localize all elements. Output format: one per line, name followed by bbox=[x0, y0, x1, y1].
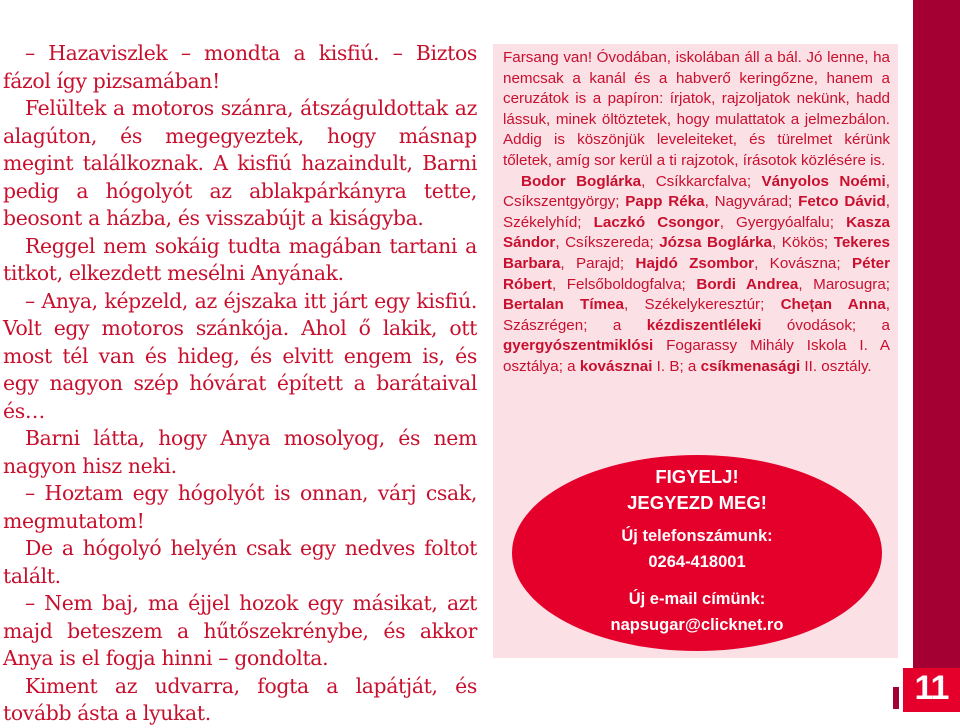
phone-number: 0264-418001 bbox=[648, 553, 746, 571]
phone-label: Új telefonszámunk: bbox=[621, 527, 773, 545]
sender-place: , Szászrégen; a bbox=[503, 296, 890, 334]
sender-name: Péter Róbert bbox=[503, 254, 890, 293]
sender-name: Fetco Dávid bbox=[798, 193, 886, 211]
email-address: napsugar@clicknet.ro bbox=[610, 616, 784, 634]
sender-name: Hajdó Zsombor bbox=[635, 254, 755, 272]
sender-place: , Csíkszentgyörgy; bbox=[503, 172, 891, 211]
corner-mark bbox=[893, 687, 899, 709]
sender-place: Fogarassy Mihály Iskola I. A osztálya; a bbox=[503, 337, 890, 375]
sender-place: , Csíkszereda; bbox=[555, 234, 660, 252]
sender-name: Tekeres Barbara bbox=[503, 234, 890, 272]
sender-name: Papp Réka bbox=[625, 193, 705, 211]
sender-place: , Székelykeresztúr; bbox=[623, 296, 781, 314]
story-paragraph: Felültek a motoros szánra, átszáguldottak az alagúton, és megegyeztek, hogy másnap megint találkoznak. A kisfiú hazaindult, Barni pedig a hógolyót az ablakpárkányra tette, beosont a házba, és visszabújt a kiságyba. bbox=[3, 96, 477, 230]
sender-name: Bodor Boglárka bbox=[521, 172, 642, 190]
story-paragraph: Reggel nem sokáig tudta magában tartani a titkot, elkezdett mesélni Anyának. bbox=[3, 233, 477, 285]
story-paragraph: Barni látta, hogy Anya mosolyog, és nem nagyon hisz neki. bbox=[3, 426, 477, 478]
sender-place: , Kovászna; bbox=[754, 254, 852, 272]
sender-name: kovásznai bbox=[579, 357, 653, 375]
story-paragraph: De a hógolyó helyén csak egy nedves foltot talált. bbox=[3, 536, 477, 588]
sender-place: , Csíkkarcfalva; bbox=[641, 172, 762, 190]
email-label: Új e-mail címünk: bbox=[628, 590, 766, 608]
story-paragraph: – Anya, képzeld, az éjszaka itt járt egy kisfiú. Volt egy motoros szánkója. Ahol ő lakik, ott most tél van és hideg, és elvitt engem is, és egy nagyon szép hóvárat épített a barátaival és… bbox=[3, 288, 477, 423]
story-paragraph: – Nem baj, ma éjjel hozok egy másikat, azt majd beteszem a hűtőszekrénybe, és akkor Anya is el fogja hinni – gondolta. bbox=[3, 591, 477, 670]
notice-heading-1: FIGYELJ! bbox=[655, 466, 739, 487]
sender-name: Ványolos Noémi bbox=[761, 172, 886, 190]
sender-place: , Parajd; bbox=[560, 254, 636, 272]
sender-name: kézdiszentléleki bbox=[646, 316, 762, 334]
sender-name: Bertalan Tímea bbox=[503, 296, 624, 314]
story-paragraph: – Hazaviszlek – mondta a kisfiú. – Biztos fázol így pizsamában! bbox=[3, 41, 477, 93]
letters-names bbox=[503, 172, 890, 378]
story-column bbox=[3, 40, 477, 728]
sender-place: , Gyergyóalfalu; bbox=[719, 213, 847, 231]
story-paragraph: Kiment az udvarra, fogta a lapátját, és tovább ásta a lyukat. bbox=[3, 673, 477, 725]
sender-name: Chețan Anna bbox=[780, 296, 886, 314]
sender-place: , Kökös; bbox=[771, 234, 834, 252]
sender-name: Kasza Sándor bbox=[503, 213, 890, 252]
sender-place: , Felsőboldogfalva; bbox=[551, 275, 697, 293]
sender-name: csíkmenasági bbox=[700, 357, 801, 375]
letters-text bbox=[503, 48, 890, 378]
page-number: 11 bbox=[914, 669, 949, 707]
sender-name: Laczkó Csongor bbox=[593, 213, 720, 231]
letters-intro: Farsang van! Óvodában, iskolában áll a bál. Jó lenne, ha nemcsak a kanál és a habverő keringőzne, hanem a ceruzátok is a papíron: írjatok, rajzoljatok nekünk, hadd lássuk, minek öltöztetek, hogy mulattatok a jelmezbálon. Addig is köszönjük leveleiteket, és türelmet kérünk tőletek, amíg sor kerül a ti rajzotok, írásotok közlésére is. bbox=[503, 49, 890, 169]
notice-heading-2: JEGYEZD MEG! bbox=[627, 492, 767, 513]
sender-name: Bordi Andrea bbox=[696, 275, 799, 293]
notice-oval bbox=[512, 455, 882, 651]
sender-name: Józsa Boglárka bbox=[659, 234, 772, 252]
sender-place: , Székelyhíd; bbox=[503, 193, 890, 231]
sender-place: , Marosugra; bbox=[798, 275, 890, 293]
right-margin-bar bbox=[913, 0, 960, 712]
story-paragraph: – Hoztam egy hógolyót is onnan, várj csak, megmutatom! bbox=[3, 481, 477, 533]
sender-place: I. B; a bbox=[652, 357, 701, 375]
sender-place: óvodások; a bbox=[761, 316, 890, 334]
sender-name: gyergyószentmiklósi bbox=[503, 337, 654, 355]
sender-place: , Nagyvárad; bbox=[704, 193, 799, 211]
sender-place: II. osztály. bbox=[800, 357, 872, 375]
